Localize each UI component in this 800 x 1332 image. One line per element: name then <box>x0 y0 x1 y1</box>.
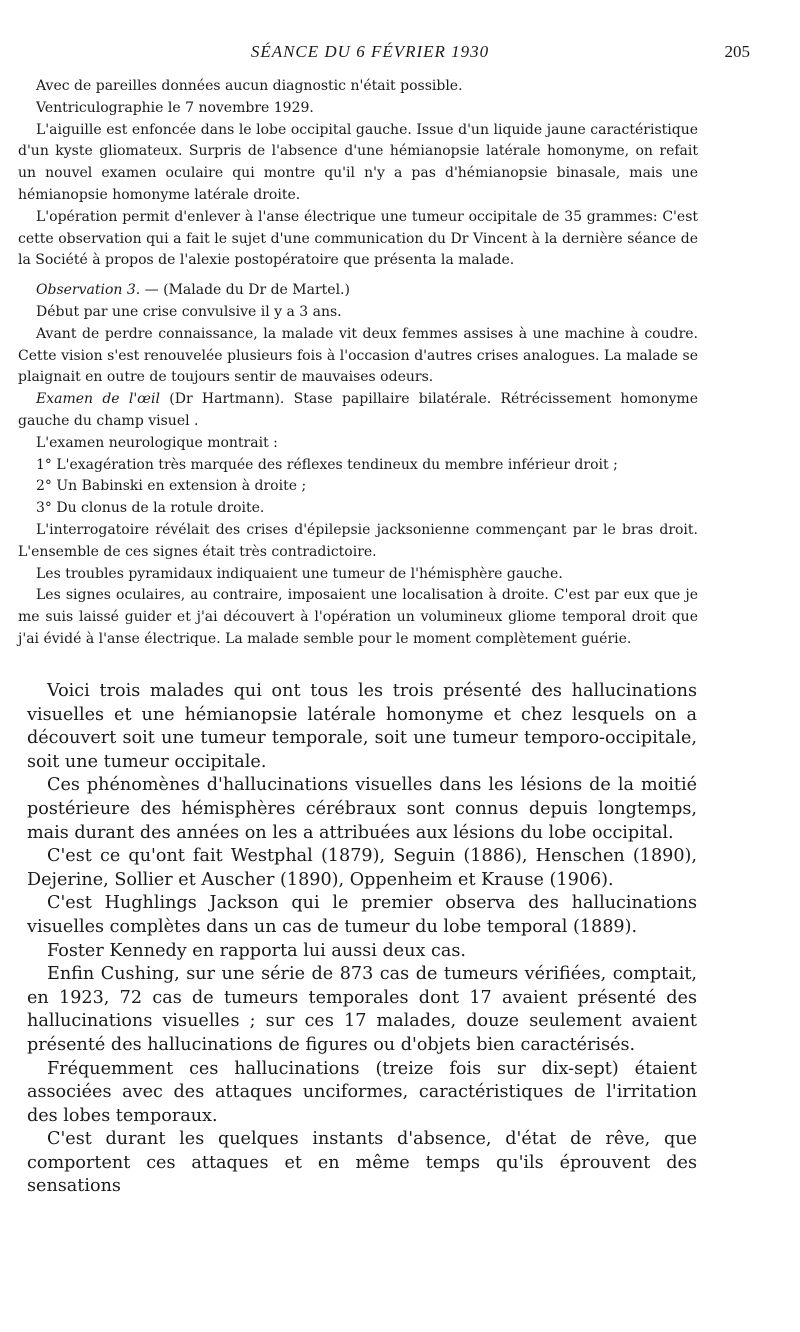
paragraph: L'aiguille est enfoncée dans le lobe occipital gauche. Issue d'un liquide jaune caractéristique d'un kyste gliomateux. Surpris de l'absence d'une hémianopsie latérale homonyme, on refait un nouvel examen oculaire qui montre qu'il n'y a pas d'hémianopsie binasale, mais une hémianopsie homonyme latérale droite. <box>18 121 698 203</box>
paragraph: Avec de pareilles données aucun diagnostic n'était possible. <box>36 78 463 94</box>
exam-rest: (Dr Hartmann). Stase papillaire bilatérale. Rétrécissement homonyme gauche du champ visuel . <box>18 391 698 429</box>
paragraph: Avant de perdre connaissance, la malade vit deux femmes assises à une machine à coudre. Cette vision s'est renouvelée plusieurs fois à l'occasion d'autres crises analogues. La malade se plaignait en outre de toujours sentir de mauvaises odeurs. <box>18 325 698 386</box>
paragraph: Voici trois malades qui ont tous les trois présenté des hallucinations visuelles et une hémianopsie latérale homonyme et chez lesquels on a découvert soit une tumeur temporale, soit une tumeur temporo-occipitale, soit une tumeur occipitale. <box>27 681 697 772</box>
observation-heading <box>18 280 698 302</box>
list-item: 1° L'exagération très marquée des réflexes tendineux du membre inférieur droit ; <box>36 456 618 473</box>
paragraph: C'est durant les quelques instants d'absence, d'état de rêve, que comportent ces attaques et en même temps qu'ils éprouvent des sensations <box>27 1129 697 1197</box>
case-notes <box>18 76 698 651</box>
observation-rest: — (Malade du Dr de Martel.) <box>140 282 350 299</box>
paragraph: Début par une crise convulsive il y a 3 ans. <box>36 303 342 320</box>
paragraph: C'est Hughlings Jackson qui le premier observa des hallucinations visuelles complètes dans un cas de tumeur du lobe temporal (1889). <box>27 893 697 937</box>
page-number: 205 <box>724 42 750 61</box>
exam-paragraph <box>18 389 698 433</box>
page-title: SÉANCE DU 6 FÉVRIER 1930 <box>250 42 490 61</box>
list-item: 2° Un Babinski en extension à droite ; <box>36 478 307 495</box>
paragraph: L'opération permit d'enlever à l'anse électrique une tumeur occipitale de 35 grammes: C'est cette observation qui a fait le sujet d'une communication du Dr Vincent à la dernière séance de la Société à propos de l'alexie postopératoire que présenta la malade. <box>18 208 698 269</box>
paragraph: Enfin Cushing, sur une série de 873 cas de tumeurs vérifiées, comptait, en 1923, 72 cas de tumeurs temporales dont 17 avaient présenté des hallucinations visuelles ; sur ces 17 malades, douze seulement avaient présenté des hallucinations de figures ou d'objets bien caractérisés. <box>27 964 697 1055</box>
paragraph: L'interrogatoire révélait des crises d'épilepsie jacksonienne commençant par le bras droit. L'ensemble de ces signes était très contradictoire. <box>18 521 698 560</box>
paragraph: Fréquemment ces hallucinations (treize fois sur dix-sept) étaient associées avec des attaques unciformes, caractéristiques de l'irritation des lobes temporaux. <box>27 1058 697 1126</box>
discussion <box>27 680 697 1199</box>
paragraph: Foster Kennedy en rapporta lui aussi deux cas. <box>47 940 466 961</box>
paragraph: Ces phénomènes d'hallucinations visuelles dans les lésions de la moitié postérieure des hémisphères cérébraux sont connus depuis longtemps, mais durant des années on les a attribuées aux lésions du lobe occipital. <box>27 775 697 843</box>
paragraph: C'est ce qu'ont fait Westphal (1879), Seguin (1886), Henschen (1890), Dejerine, Sollier et Auscher (1890), Oppenheim et Krause (1906). <box>27 846 697 890</box>
paragraph: L'examen neurologique montrait : <box>36 434 278 451</box>
observation-label: Observation 3. <box>36 282 141 299</box>
paragraph: Ventriculographie le 7 novembre 1929. <box>36 99 314 116</box>
paragraph: Les signes oculaires, au contraire, imposaient une localisation à droite. C'est par eux que je me suis laissé guider et j'ai découvert à l'opération un volumineux gliome temporal droit que j'ai évidé à l'anse électrique. La malade semble pour le moment complètement guérie. <box>18 587 698 647</box>
running-header <box>30 42 750 66</box>
exam-label: Examen de l'œil <box>36 391 160 408</box>
paragraph: Les troubles pyramidaux indiquaient une tumeur de l'hémisphère gauche. <box>36 565 563 582</box>
list-item: 3° Du clonus de la rotule droite. <box>36 500 265 517</box>
